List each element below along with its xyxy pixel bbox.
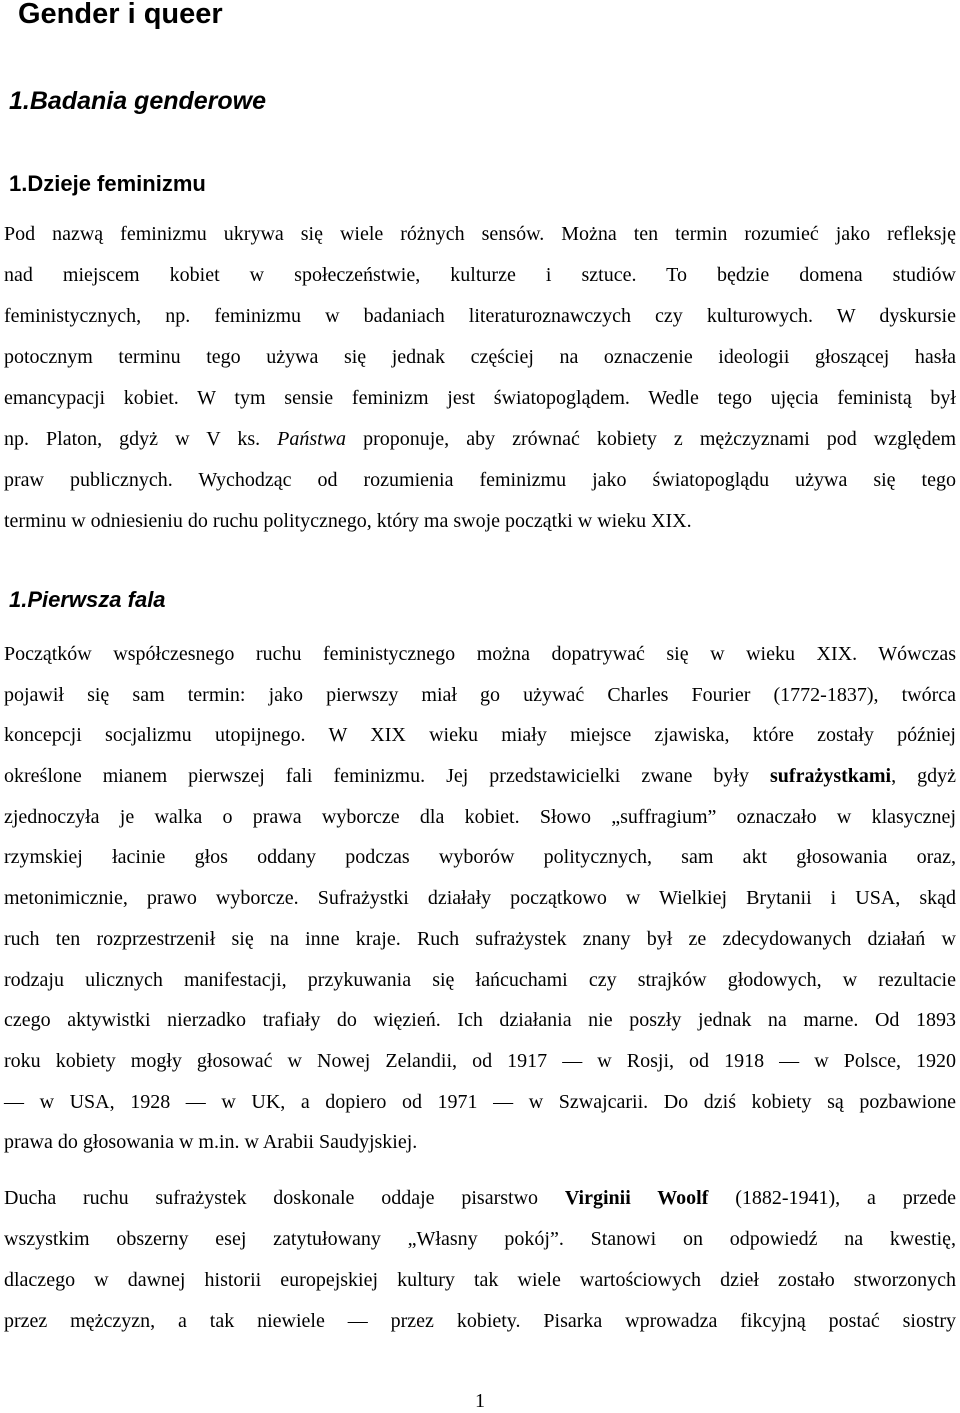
text-line: zjednoczyła je walka o prawa wyborcze dla kobiet. Słowo „suffragium” oznaczało w klasycznej (4, 805, 956, 828)
text-line: roku kobiety mogły głosować w Nowej Zelandii, od 1917 — w Rosji, od 1918 — w Polsce, 1920 (4, 1049, 956, 1072)
italic-title-panstwa: Państwa (277, 428, 347, 450)
subsection-heading-dzieje-feminizmu: 1.Dzieje feminizmu (9, 171, 206, 196)
subsection-heading-pierwsza-fala: 1.Pierwsza fala (9, 587, 166, 612)
paragraph-virginia-woolf (4, 1178, 956, 1342)
text-line: prawa do głosowania w m.in. w Arabii Saudyjskiej. (4, 1131, 418, 1154)
section-heading-badania-genderowe: 1.Badania genderowe (9, 87, 267, 115)
text-line (4, 419, 956, 460)
text-segment: określone mianem pierwszej fali feminizmu. Jej przedstawicielki zwane były (4, 765, 770, 788)
document-title: Gender i queer (18, 0, 223, 30)
text-line: pojawił się sam termin: jako pierwszy miał go używać Charles Fourier (1772-1837), twórca (4, 683, 956, 706)
text-segment: , gdyż (891, 765, 956, 788)
text-segment: np. Platon, gdyż w V ks. (4, 428, 278, 450)
text-line: nad miejscem kobiet w społeczeństwie, kulturze i sztuce. To będzie domena studiów (4, 264, 956, 286)
text-line: potocznym terminu tego używa się jednak częściej na oznaczenie ideologii głoszącej hasła (4, 346, 956, 368)
page-number: 1 (475, 1390, 485, 1412)
text-line: praw publicznych. Wychodząc od rozumienia feminizmu jako światopoglądu używa się tego (4, 469, 956, 491)
paragraph-feminizm-sensy (4, 214, 956, 542)
text-line: Początków współczesnego ruchu feministycznego można dopatrywać się w wieku XIX. Wówczas (4, 643, 956, 665)
text-line: koncepcji socjalizmu utopijnego. W XIX wieku miały miejsce zjawiska, które zostały później (4, 724, 956, 747)
text-line: emancypacji kobiet. W tym sensie feminizm jest światopoglądem. Wedle tego ujęcia feministą był (4, 387, 956, 409)
text-segment: proponuje, aby zrównać kobiety z mężczyznami pod względem (346, 428, 956, 450)
text-line (4, 756, 956, 797)
text-line: terminu w odniesieniu do ruchu politycznego, który ma swoje początki w wieku XIX. (4, 510, 692, 532)
bold-term-sufrazystki: sufrażystkami (770, 765, 892, 788)
text-line: wszystkim obszerny esej zatytułowany „Własny pokój”. Stanowi on odpowiedź na kwestię, (4, 1228, 956, 1250)
text-line: rodzaju ulicznych manifestacji, przykuwania się łańcuchami czy strajków głodowych, w rezultacie (4, 968, 956, 991)
text-line: dlaczego w dawnej historii europejskiej kultury tak wiele wartościowych dzieł zostało stworzonych (4, 1269, 956, 1291)
bold-name-virginii-woolf: Virginii Woolf (564, 1187, 709, 1209)
text-line: feministycznych, np. feminizmu w badaniach literaturoznawczych czy kulturowych. W dyskursie (4, 305, 956, 327)
text-line: ruch ten rozprzestrzenił się na inne kraje. Ruch sufrażystek znany był ze zdecydowanych działań w (4, 927, 956, 950)
text-line: przez mężczyzn, a tak niewiele — przez kobiety. Pisarka wprowadza fikcyjną postać siostry (4, 1310, 956, 1332)
text-segment: Ducha ruchu sufrażystek doskonale oddaje pisarstwo (4, 1187, 565, 1209)
text-line (4, 1178, 956, 1219)
text-line: Pod nazwą feminizmu ukrywa się wiele różnych sensów. Można ten termin rozumieć jako refleksję (4, 223, 956, 245)
paragraph-pierwsza-fala (4, 634, 956, 1163)
text-segment: (1882-1941), a przede (708, 1187, 956, 1209)
text-line: — w USA, 1928 — w UK, a dopiero od 1971 — w Szwajcarii. Do dziś kobiety są pozbawione (4, 1090, 956, 1113)
text-line: czego aktywistki nierzadko trafiały do więzień. Ich działania nie poszły jednak na marne. Od 1893 (4, 1009, 956, 1032)
text-line: metonimicznie, prawo wyborcze. Sufrażystki działały początkowo w Wielkiej Brytanii i USA, skąd (4, 887, 956, 910)
text-line: rzymskiej łacinie głos oddany podczas wyborów politycznych, sam akt głosowania oraz, (4, 846, 956, 869)
